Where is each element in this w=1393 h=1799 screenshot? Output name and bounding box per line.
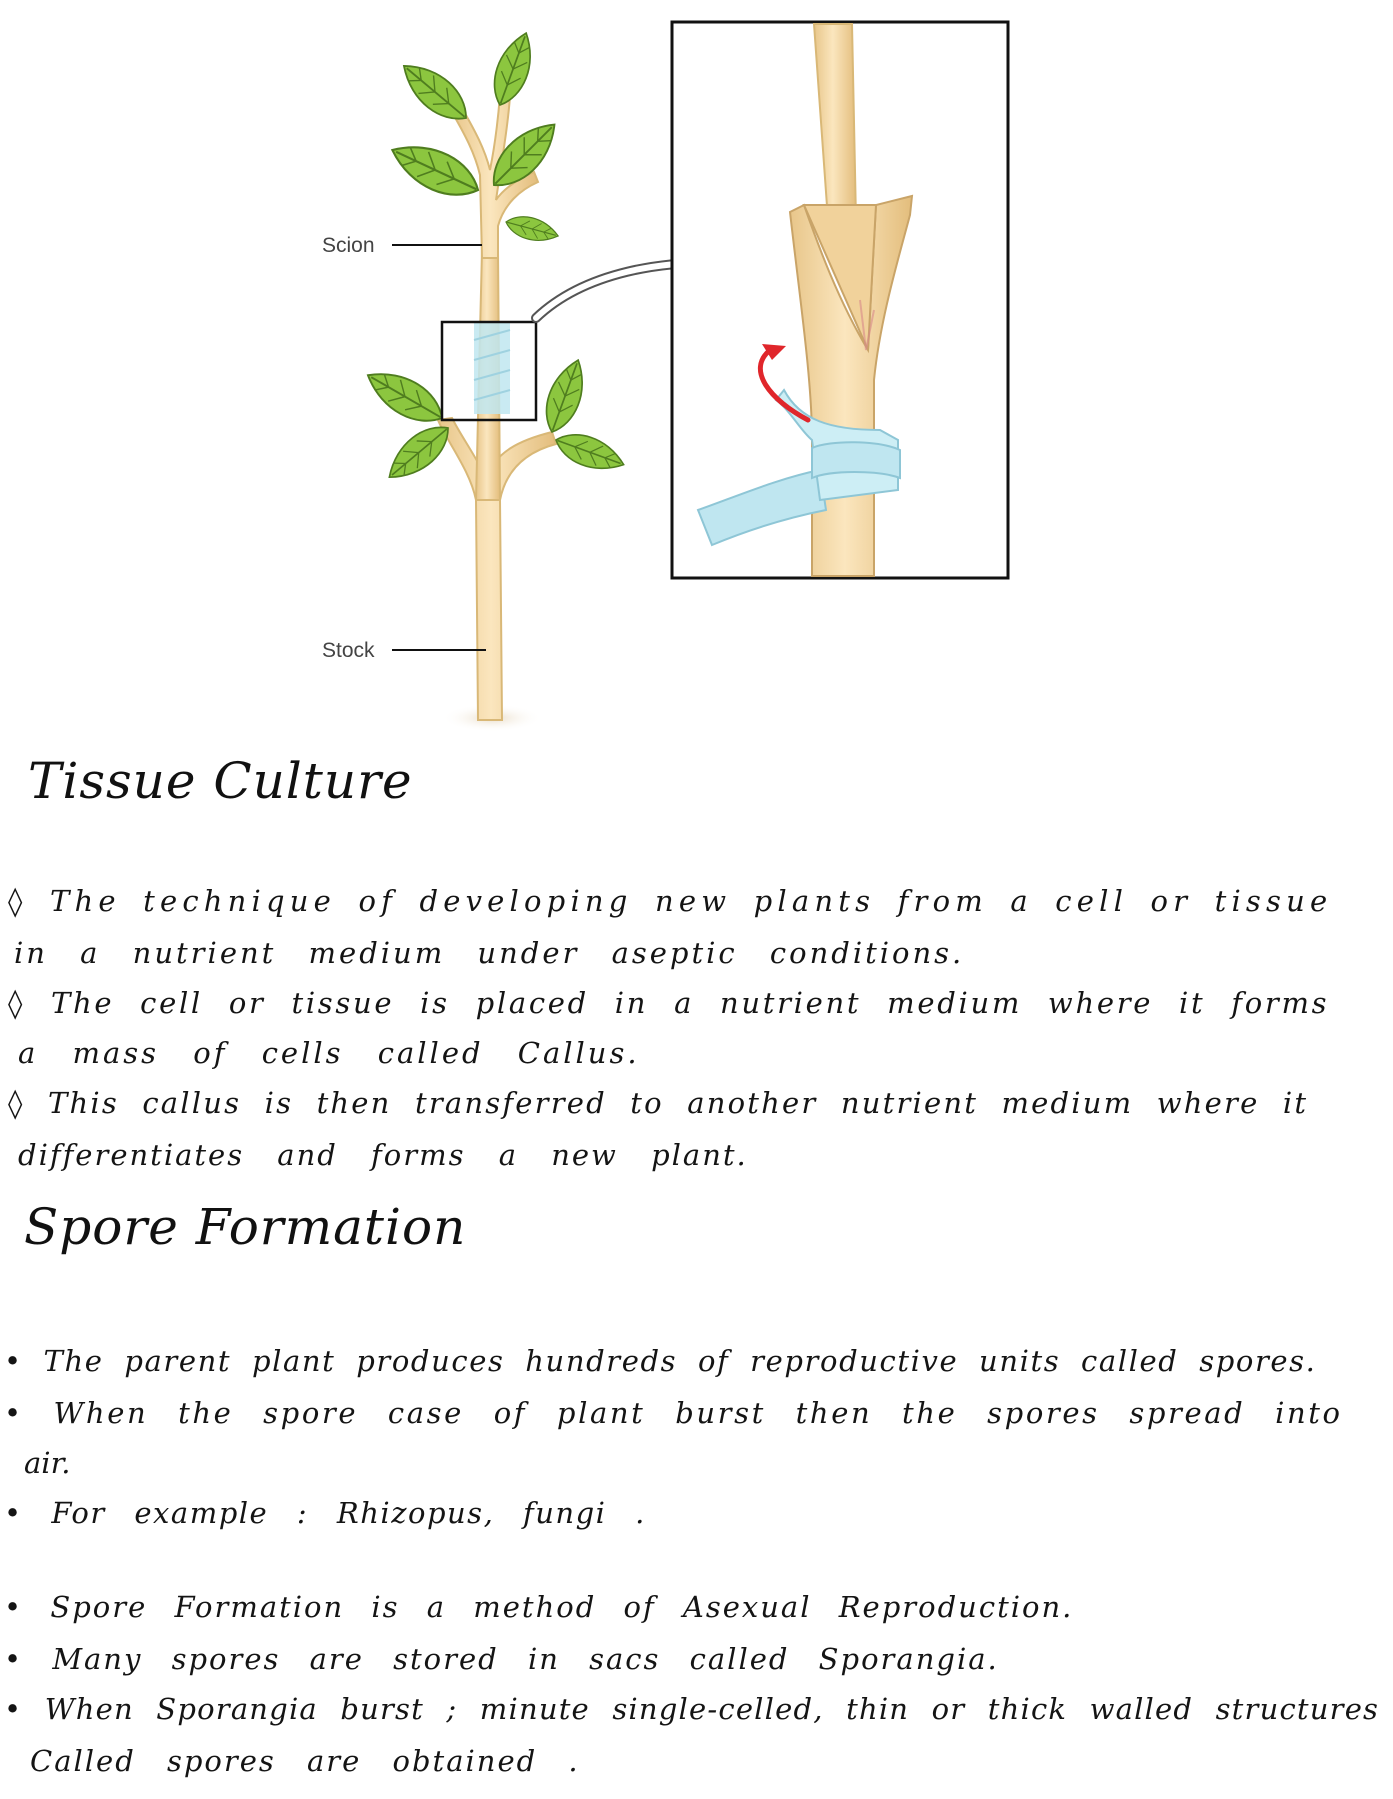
spore-line-3: air. (24, 1446, 71, 1480)
leaf (551, 426, 629, 478)
tissue-line-1: ◊ The technique of developing new plants from a cell or tissue (8, 884, 1333, 918)
spore-line-7: • When Sporangia burst ; minute single-celled, thin or thick walled structures (4, 1692, 1380, 1726)
tissue-culture-heading: Tissue Culture (28, 752, 413, 810)
leaf (503, 212, 561, 247)
spore-line-4: • For example : Rhizopus, fungi . (4, 1496, 646, 1530)
tissue-line-4: a mass of cells called Callus. (18, 1036, 640, 1070)
spore-formation-heading: Spore Formation (24, 1198, 467, 1256)
spore-line-5: • Spore Formation is a method of Asexual Reproduction. (4, 1590, 1074, 1624)
leaf (538, 355, 593, 437)
spore-line-6: • Many spores are stored in sacs called Sporangia. (4, 1642, 999, 1676)
tissue-line-2: in a nutrient medium under aseptic conditions. (14, 936, 965, 970)
spore-line-2: • When the spore case of plant burst then the spores spread into (4, 1396, 1343, 1430)
tissue-line-3: ◊ The cell or tissue is placed in a nutrient medium where it forms (8, 986, 1330, 1020)
leaf (394, 54, 477, 131)
label-stock: Stock (322, 639, 375, 662)
spore-line-1: • The parent plant produces hundreds of reproductive units called spores. (4, 1344, 1317, 1378)
grafting-diagram (0, 0, 1393, 740)
tissue-line-5: ◊ This callus is then transferred to another nutrient medium where it (8, 1086, 1309, 1120)
label-scion: Scion (322, 234, 375, 257)
zoom-tape-band (812, 442, 900, 478)
leaf (486, 28, 541, 110)
leaf (380, 416, 458, 489)
spore-line-8: Called spores are obtained . (30, 1744, 580, 1778)
leaf (359, 360, 450, 432)
tissue-line-6: differentiates and forms a new plant. (18, 1138, 748, 1172)
